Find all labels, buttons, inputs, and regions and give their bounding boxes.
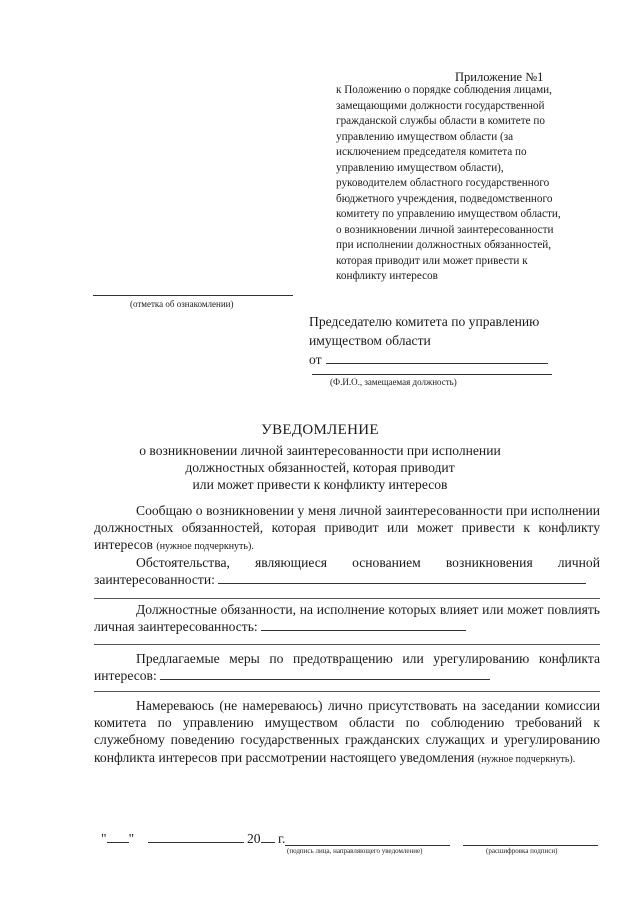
year-prefix: 20: [246, 831, 261, 846]
notice-subtitle: [60, 442, 580, 493]
measures-extra-line[interactable]: [94, 691, 600, 692]
paragraph-note: (нужное подчеркнуть).: [477, 753, 576, 765]
subtitle-line: о возникновении личной заинтересованности при исполнении: [139, 443, 501, 458]
day-field[interactable]: [107, 830, 129, 843]
paragraph-duties: [94, 601, 600, 635]
appendix-line: к Положению о порядке соблюдения лицами,: [336, 84, 552, 96]
circumstances-extra-line[interactable]: [94, 598, 600, 599]
paragraph-text: Обстоятельства, являющиеся основанием возникновения личной заинтересованности:: [94, 555, 600, 588]
appendix-line: которая приводит или может привести к: [336, 254, 528, 267]
from-field[interactable]: [326, 351, 548, 364]
paragraph-text: Сообщаю о возникновении у меня личной заинтересованности при исполнении должностных обязанностей, которая приводит или может привести к конфликту интересов: [94, 503, 600, 553]
paragraph-measures: [94, 650, 600, 684]
paragraph-text: Предлагаемые меры по предотвращению или урегулированию конфликта интересов:: [94, 651, 600, 684]
duties-field[interactable]: [261, 618, 466, 631]
from-label: от: [309, 352, 322, 367]
appendix-line: комитету по управлению имуществом области,: [336, 208, 561, 220]
addressee-block: [309, 312, 609, 369]
circumstances-field[interactable]: [218, 571, 586, 584]
appendix-line: замещающими должности государственной: [336, 99, 545, 112]
paragraph-note: (нужное подчеркнуть).: [156, 541, 254, 553]
addressee-line1: Председателю комитета по управлению: [309, 314, 540, 329]
signature-field[interactable]: [285, 845, 450, 846]
paragraph-statement: [94, 502, 600, 556]
addressee-line2: имуществом области: [309, 333, 431, 348]
year-suffix: г.: [277, 831, 286, 846]
appendix-line: бюджетного учреждения, подведомственного: [336, 192, 553, 205]
paragraph-circumstances: [94, 554, 600, 588]
appendix-description: [336, 83, 616, 285]
sender-field[interactable]: [312, 374, 552, 375]
appendix-line: о возникновении личной заинтересованности: [336, 223, 554, 236]
subtitle-line: или может привести к конфликту интересов: [192, 477, 448, 492]
acknowledgement-line[interactable]: [93, 295, 293, 296]
measures-field[interactable]: [160, 667, 490, 680]
signature-decode-field[interactable]: [463, 845, 598, 846]
appendix-line: при исполнении должностных обязанностей,: [336, 239, 552, 251]
date-block: [101, 830, 285, 847]
paragraph-text: Должностные обязанности, на исполнение которых влияет или может повлиять личная заинтересованность:: [94, 602, 600, 635]
paragraph-text: Намереваюсь (не намереваюсь) лично присутствовать на заседании комиссии комитета по управлению имуществом области по соблюдению требований к служебному поведению государственных гражданских служащих и урегулированию конфликта интересов при рассмотрении настоящего уведомления: [94, 698, 600, 765]
appendix-line: гражданской службы области в комитете по: [336, 115, 545, 127]
appendix-line: руководителем областного государственного: [336, 177, 550, 189]
decode-caption: (расшифровка подписи): [486, 847, 558, 855]
acknowledgement-caption: (отметка об ознакомлении): [130, 299, 234, 309]
paragraph-attendance: [94, 697, 600, 768]
signature-caption: (подпись лица, направляющего уведомление): [287, 847, 423, 855]
appendix-line: исключением председателя комитета по: [336, 146, 527, 158]
quote-open: ": [101, 831, 107, 846]
appendix-title: Приложение №1: [455, 70, 544, 84]
subtitle-line: должностных обязанностей, которая приводит: [185, 460, 455, 475]
month-field[interactable]: [148, 830, 244, 843]
appendix-line: конфликту интересов: [336, 270, 438, 282]
notice-title: УВЕДОМЛЕНИЕ: [261, 422, 379, 438]
appendix-line: управлению имуществом области),: [336, 161, 504, 174]
year-field[interactable]: [261, 830, 275, 843]
sender-caption: (Ф.И.О., замещаемая должность): [330, 377, 457, 387]
duties-extra-line[interactable]: [94, 644, 600, 645]
appendix-line: управлению имуществом области (за: [336, 130, 514, 143]
quote-close: ": [128, 831, 135, 846]
